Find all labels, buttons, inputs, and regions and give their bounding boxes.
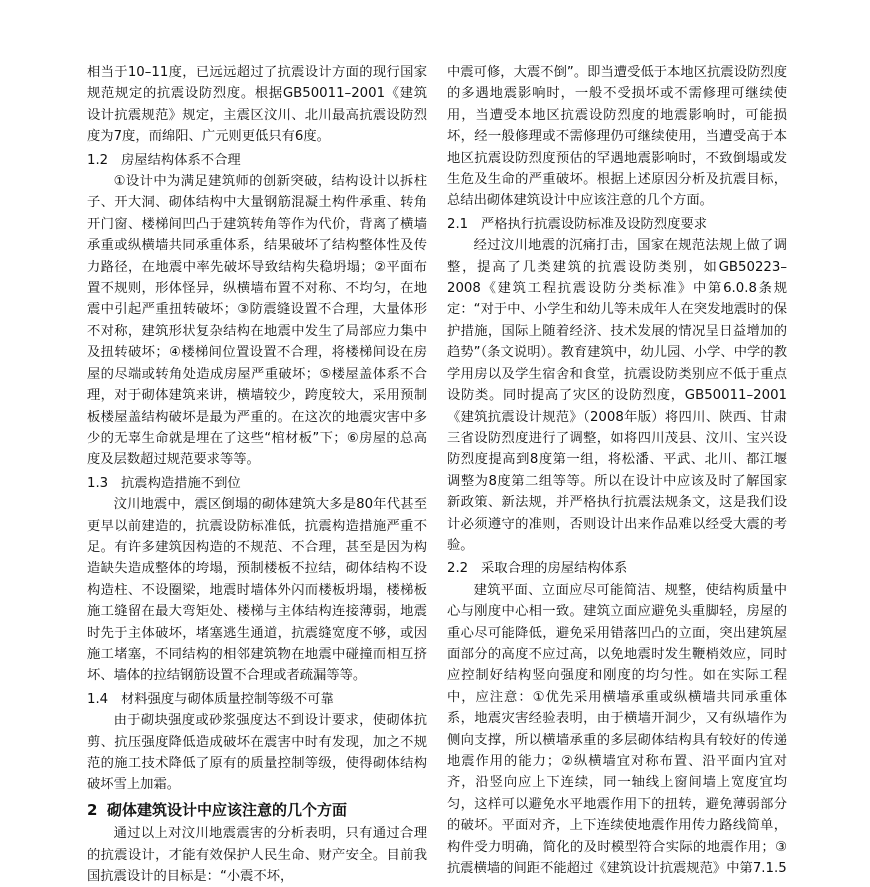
paragraph-seismic-intensity: 相当于10–11度，已远远超过了抗震设计方面的现行国家规范规定的抗震设防烈度。根据GB50011–2001《建筑设计抗震规范》规定，主震区汶川、北川最高抗震设防烈度为7度，而绵阳、广元则更低只有6度。	[87, 65, 427, 145]
paragraph-fortification-standards: 经过汶川地震的沉痛打击，国家在规范法规上做了调整，提高了几类建筑的抗震设防类别，如GB50223–2008《建筑工程抗震设防分类标准》中第6.0.8条规定：“对于中、小学生和幼儿等未成年人在突发地震时的保护措施，国际上随着经济、技术发展的情况呈日益增加的趋势”（条文说明）。教育建筑中，幼儿园、小学、中学的教学用房以及学生宿舍和食堂，抗震设防类别应不低于重点设防类。同时提高了灾区的设防烈度，GB50011–2001《建筑抗震设计规范》（2008年版）将四川、陕西、甘肃三省设防烈度进行了调整，如将四川茂县、汶川、宝兴设防烈度提高到8度第一组，将松潘、平武、北川、都江堰调整为8度第二组等等。所以在设计中应该及时了解国家新政策、新法规，并严格执行抗震法规条文，这是我们设计必须遵守的准则，否则设计出来作品难以经受大震的考验。	[447, 238, 787, 553]
paragraph-design-goals: 通过以上对汶川地震震害的分析表明，只有通过合理的抗震设计，才能有效保护人民生命、财产安全。目前我国抗震设计的目标是：“小震不坏，	[87, 826, 427, 885]
section-number: 1.2	[87, 152, 109, 168]
right-column	[447, 62, 787, 879]
paragraph-structural-system: ①设计中为满足建筑师的创新突破，结构设计以拆柱子、开大洞、砌体结构中大量钢筋混凝土构件承重、转角开门窗、楼梯间凹凸于建筑转角等作为代价，背离了横墙承重或纵横墙共同承重体系，结果破坏了结构整体性及传力路径，在地震中率先破坏导致结构失稳坍塌；②平面布置不规则，形体怪异，纵横墙布置不对称、不均匀，在地震中引起严重扭转破坏；③防震缝设置不合理，大量体形不对称，建筑形状复杂结构在地震中发生了局部应力集中及扭转破坏；④楼梯间位置设置不合理，将楼梯间设在房屋的尽端或转角处造成房屋严重破坏；⑤楼屋盖体系不合理，对于砌体建筑来讲，横墙较少，跨度较大，采用预制板楼屋盖结构破坏是最为严重的。在这次的地震灾害中多少的无辜生命就是埋在了这些“棺材板”下；⑥房屋的总高度及层数超过规范要求等等。	[87, 174, 427, 468]
paragraph-design-goals-continued: 中震可修，大震不倒”。即当遭受低于本地区抗震设防烈度的多遇地震影响时，一般不受损坏或不需修理可继续使用，当遭受本地区抗震设防烈度的地震影响时，可能损坏，经一般修理或不需修理仍可继续使用，当遭受高于本地区抗震设防烈度预估的罕遇地震影响时，不致倒塌或发生危及生命的严重破坏。根据上述原因分析及抗震目标，总结出砌体建筑设计中应该注意的几个方面。	[447, 65, 787, 209]
left-column	[87, 62, 427, 887]
section-heading-2-1	[447, 214, 787, 235]
section-number: 2	[87, 800, 98, 819]
paragraph-reasonable-structure: 建筑平面、立面应尽可能简洁、规整，使结构质量中心与刚度中心相一致。建筑立面应避免头重脚轻，房屋的重心尽可能降低，避免采用错落凹凸的立面，突出建筑屋面部分的高度不应过高，以免地震时发生鞭梢效应，同时应控制好结构竖向强度和刚度的均匀性。如在实际工程中，应注意：①优先采用横墙承重或纵横墙共同承重体系，地震灾害经验表明，由于横墙开洞少，又有纵墙作为侧向支撑，所以横墙承重的多层砌体结构具有较好的传递地震作用的能力；②纵横墙宜对称布置、沿平面内宜对齐，沿竖向应上下连续，同一轴线上窗间墙上宽度宜均匀，这样可以避免水平地震作用下的扭转，避免薄弱部分的破坏。平面对齐，上下连续使地震作用传力路线简单，构件受力明确，简化的及时模型符合实际的地震作用；③抗震横墙的间距不能超过《建筑设计抗震规范》中第7.1.5	[447, 582, 787, 877]
section-heading-1-3	[87, 473, 427, 494]
section-title: 房屋结构体系不合理	[121, 152, 241, 168]
section-number: 2.1	[447, 216, 469, 232]
section-title: 抗震构造措施不到位	[121, 475, 241, 491]
section-heading-1-2	[87, 150, 427, 171]
section-number: 1.3	[87, 475, 109, 491]
section-heading-2	[87, 800, 427, 821]
section-heading-1-4	[87, 689, 427, 710]
section-number: 2.2	[447, 561, 469, 577]
section-title: 严格执行抗震设防标准及设防烈度要求	[481, 216, 708, 232]
section-heading-2-2	[447, 558, 787, 579]
paragraph-construction-measures: 汶川地震中，震区倒塌的砌体建筑大多是80年代甚至更早以前建造的，抗震设防标准低，抗震构造措施严重不足。有许多建筑因构造的不规范、不合理，甚至是因为构造缺失造成整体的垮塌，预制楼板不拉结，砌体结构不设构造柱、不设圈梁，地震时墙体外闪而楼板坍塌，楼梯板施工缝留在最大弯矩处、楼梯与主体结构连接薄弱，地震时先于主体破坏，堵塞逃生通道，抗震缝宽度不够，或因施工堵塞，不同结构的相邻建筑物在地震中碰撞而相互挤坏、墙体的拉结钢筋设置不合理或者疏漏等等。	[87, 497, 427, 684]
section-title: 砌体建筑设计中应该注意的几个方面	[107, 800, 348, 819]
paragraph-material-strength: 由于砌块强度或砂浆强度达不到设计要求，使砌体抗剪、抗压强度降低造成破坏在震害中时有发现，加之不规范的施工技术降低了原有的质量控制等级，使得砌体结构破坏雪上加霜。	[87, 713, 427, 793]
section-title: 采取合理的房屋结构体系	[481, 561, 628, 577]
section-number: 1.4	[87, 691, 109, 707]
section-title: 材料强度与砌体质量控制等级不可靠	[121, 691, 334, 707]
